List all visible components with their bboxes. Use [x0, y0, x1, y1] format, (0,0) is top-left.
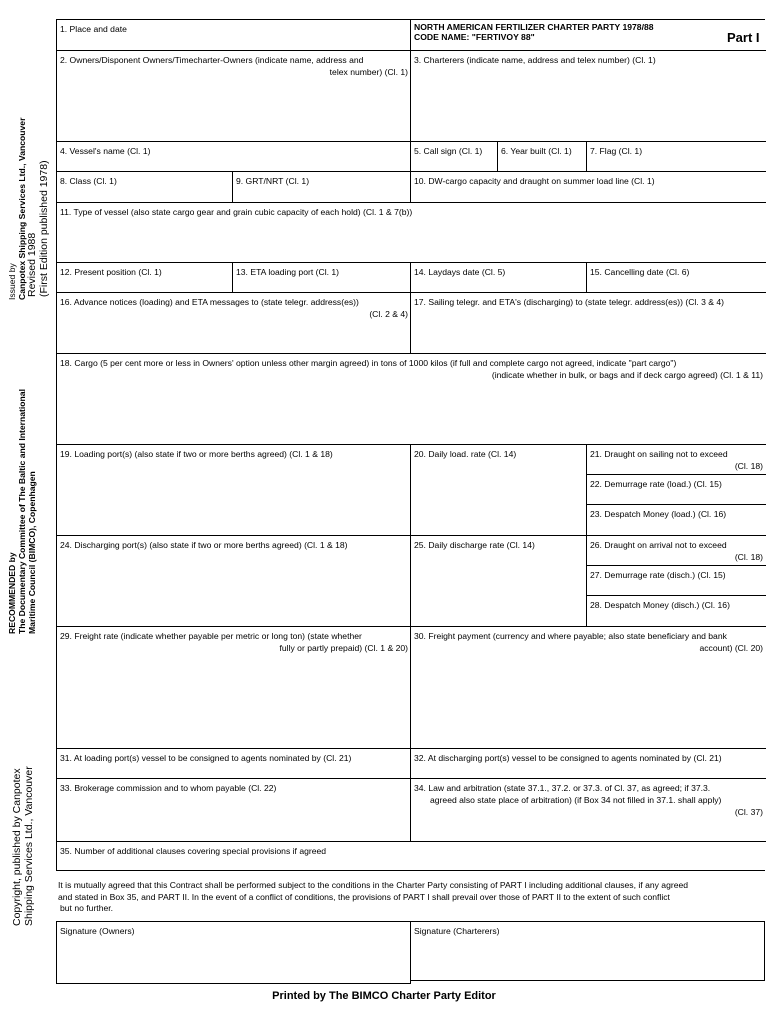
form-grid	[56, 19, 765, 871]
box-30-freight-payment[interactable]: 30. Freight payment (currency and where payable; also state beneficiary and bank account) (Cl. 20)	[410, 626, 766, 749]
box-25-daily-discharge-rate[interactable]: 25. Daily discharge rate (Cl. 14)	[410, 535, 587, 627]
box-14-laydays[interactable]: 14. Laydays date (Cl. 5)	[410, 262, 587, 293]
footer-printed-by: Printed by The BIMCO Charter Party Editor	[272, 990, 496, 1002]
revision-text: Revised 1988 (First Edition published 1978)	[26, 160, 50, 297]
box-3-charterers[interactable]: 3. Charterers (indicate name, address and telex number) (Cl. 1)	[410, 50, 766, 142]
box-17-sailing-telegr[interactable]: 17. Sailing telegr. and ETA's (discharging) to (state telegr. address(es)) (Cl. 3 & 4)	[410, 292, 766, 354]
box-1-place-date[interactable]: 1. Place and date	[56, 19, 411, 51]
issued-by-text: Issued by Canpotex Shipping Services Ltd., Vancouver	[7, 117, 27, 300]
box-18-cargo[interactable]: 18. Cargo (5 per cent more or less in Owners' option unless other margin agreed) in tons of 1000 kilos (if full and complete cargo not agreed, indicate "part cargo") (indicate whether in bulk, or bags and if deck cargo agreed) (Cl. 1 & 11)	[56, 353, 766, 445]
box-2-owners[interactable]: 2. Owners/Disponent Owners/Timecharter-Owners (indicate name, address and telex number) (Cl. 1)	[56, 50, 411, 142]
agreement-text: It is mutually agreed that this Contract shall be performed subject to the conditions in the Charter Party consisting of PART I including additional clauses, if any agreed and stated in Box 35, and PART II. In the event of a conflict of conditions, the provisions of PART I shall prevail over those of PART II to the extent of such conflict but no further.	[58, 880, 689, 913]
box-26-draught-arrival[interactable]: 26. Draught on arrival not to exceed (Cl. 18)	[586, 535, 766, 566]
recommended-by-text: RECOMMENDED by The Documentary Committee of The Baltic and International Maritime Council (BIMCO), Copenhagen	[7, 389, 37, 634]
box-6-year-built[interactable]: 6. Year built (Cl. 1)	[497, 141, 587, 172]
form-code-name: CODE NAME: "FERTIVOY 88"	[414, 32, 535, 42]
box-5-call-sign[interactable]: 5. Call sign (Cl. 1)	[410, 141, 498, 172]
box-32-agents-discharging[interactable]: 32. At discharging port(s) vessel to be consigned to agents nominated by (Cl. 21)	[410, 748, 766, 779]
box-15-cancelling[interactable]: 15. Cancelling date (Cl. 6)	[586, 262, 766, 293]
box-9-grt-nrt[interactable]: 9. GRT/NRT (Cl. 1)	[232, 171, 411, 203]
box-16-advance-notices[interactable]: 16. Advance notices (loading) and ETA messages to (state telegr. address(es)) (Cl. 2 & 4)	[56, 292, 411, 354]
box-27-demurrage-disch[interactable]: 27. Demurrage rate (disch.) (Cl. 15)	[586, 565, 766, 596]
box-13-eta-loading[interactable]: 13. ETA loading port (Cl. 1)	[232, 262, 411, 293]
box-22-demurrage-load[interactable]: 22. Demurrage rate (load.) (Cl. 15)	[586, 474, 766, 505]
box-23-despatch-load[interactable]: 23. Despatch Money (load.) (Cl. 16)	[586, 504, 766, 536]
box-19-loading-ports[interactable]: 19. Loading port(s) (also state if two or more berths agreed) (Cl. 1 & 18)	[56, 444, 411, 536]
box-29-freight-rate[interactable]: 29. Freight rate (indicate whether payable per metric or long ton) (state whether fully or partly prepaid) (Cl. 1 & 20)	[56, 626, 411, 749]
box-35-additional-clauses[interactable]: 35. Number of additional clauses covering special provisions if agreed	[56, 841, 766, 871]
form-title-line1: NORTH AMERICAN FERTILIZER CHARTER PARTY 1978/88	[414, 22, 654, 32]
signature-owners-box[interactable]: Signature (Owners)	[56, 921, 411, 984]
box-10-dw-capacity[interactable]: 10. DW-cargo capacity and draught on summer load line (Cl. 1)	[410, 171, 766, 203]
box-21-draught-sailing[interactable]: 21. Draught on sailing not to exceed (Cl. 18)	[586, 444, 766, 475]
box-24-discharging-ports[interactable]: 24. Discharging port(s) (also state if two or more berths agreed) (Cl. 1 & 18)	[56, 535, 411, 627]
box-28-despatch-disch[interactable]: 28. Despatch Money (disch.) (Cl. 16)	[586, 595, 766, 627]
part-label: Part I	[727, 30, 760, 45]
box-11-vessel-type[interactable]: 11. Type of vessel (also state cargo gear and grain cubic capacity of each hold) (Cl. 1 & 7(b))	[56, 202, 766, 263]
box-4-vessel-name[interactable]: 4. Vessel's name (Cl. 1)	[56, 141, 411, 172]
box-34-law-arbitration[interactable]: 34. Law and arbitration (state 37.1., 37.2. or 37.3. of Cl. 37, as agreed; if 37.3. agreed also state place of arbitration) (if Box 34 not filled in 37.1. shall apply) (Cl. 37)	[410, 778, 766, 842]
box-12-present-position[interactable]: 12. Present position (Cl. 1)	[56, 262, 233, 293]
box-7-flag[interactable]: 7. Flag (Cl. 1)	[586, 141, 766, 172]
signature-charterers-box[interactable]: Signature (Charterers)	[410, 921, 765, 981]
box-31-agents-loading[interactable]: 31. At loading port(s) vessel to be consigned to agents nominated by (Cl. 21)	[56, 748, 411, 779]
box-8-class[interactable]: 8. Class (Cl. 1)	[56, 171, 233, 203]
box-33-brokerage[interactable]: 33. Brokerage commission and to whom payable (Cl. 22)	[56, 778, 411, 842]
box-20-daily-load-rate[interactable]: 20. Daily load. rate (Cl. 14)	[410, 444, 587, 536]
copyright-text: Copyright, published by Canpotex Shipping Services Ltd., Vancouver	[11, 766, 35, 926]
